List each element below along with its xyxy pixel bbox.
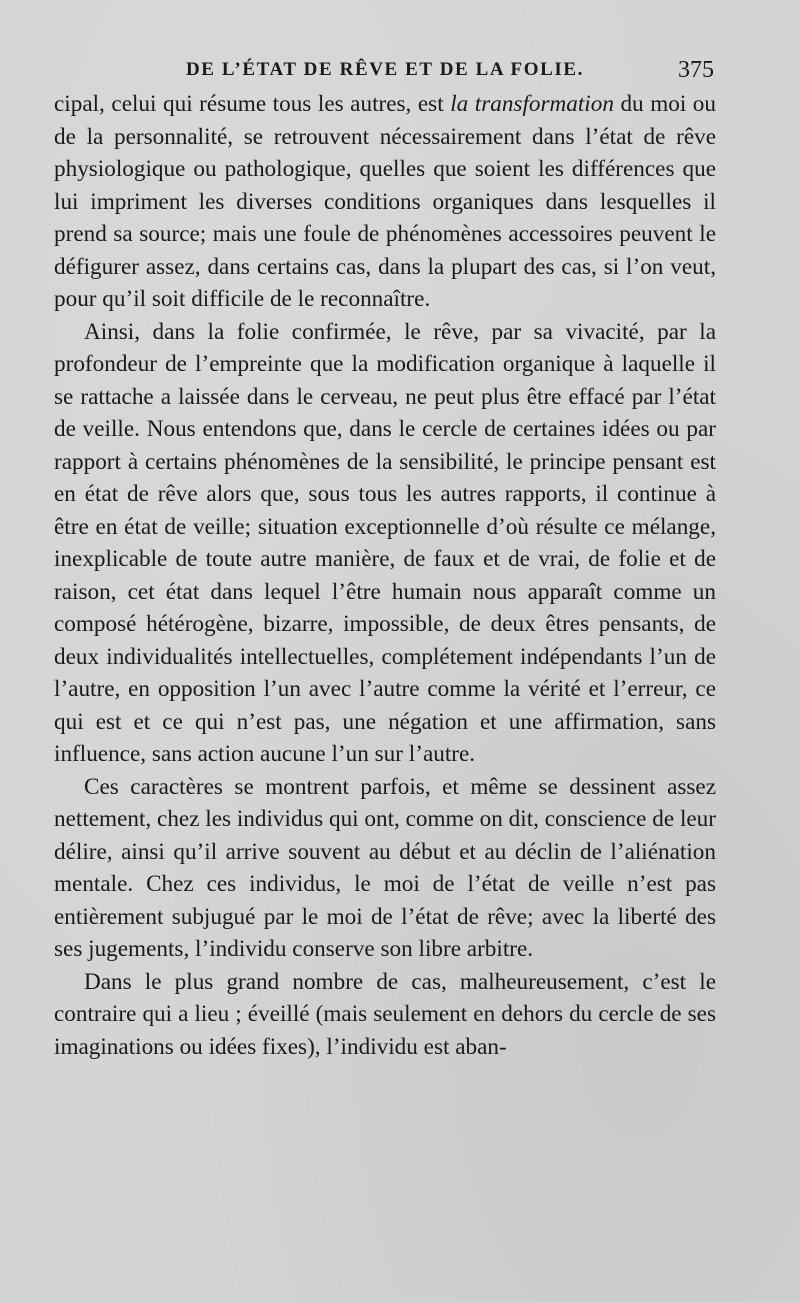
paragraph-2: Ainsi, dans la folie confirmée, le rêve, par sa vivacité, par la profondeur de l’empreinte que la modification organique à laquelle il se rattache a laissée dans le cerveau, ne peut plus être effacé par l’état de veille. Nous entendons que, dans le cercle de certaines idées ou par rapport à certains phénomènes de la sensibilité, le principe pensant est en état de rêve alors que, sous tous les autres rapports, il continue à être en état de veille; situation exceptionnelle d’où résulte ce mélange, inexplicable de toute autre manière, de faux et de vrai, de folie et de raison, cet état dans lequel l’être humain nous apparaît comme un composé hétérogène, bizarre, impossible, de deux êtres pensants, de deux individualités intellectuelles, complétement indépendants l’un de l’autre, en opposition l’un avec l’autre comme la vérité et l’erreur, ce qui est et ce qui n’est pas, une négation et une affirmation, sans influence, sans action aucune l’un sur l’autre. bbox=[54, 318, 716, 767]
paragraph-1-rest: du moi ou de la personnalité, se retrouvent nécessairement dans l’état de rêve physiologique ou pathologique, quelles que soient les différences que lui impriment les diverses conditions organiques dans lesquelles il prend sa source; mais une foule de phénomènes accessoires peuvent le défigurer assez, dans certains cas, dans la plupart des cas, si l’on veut, pour qu’il soit difficile de le reconnaître. bbox=[54, 91, 716, 312]
paragraph-3: Ces caractères se montrent parfois, et même se dessinent assez nettement, chez les individus qui ont, comme on dit, conscience de leur délire, ainsi qu’il arrive souvent au début et au déclin de l’aliénation mentale. Chez ces individus, le moi de l’état de veille n’est pas entièrement subjugué par le moi de l’état de rêve; avec la liberté des ses jugements, l’individu conserve son libre arbitre. bbox=[54, 773, 716, 962]
paragraph-1 bbox=[54, 88, 716, 316]
running-head bbox=[54, 54, 716, 86]
body-text bbox=[54, 88, 716, 1063]
paragraph-4: Dans le plus grand nombre de cas, malheureusement, c’est le contraire qui a lieu ; éveillé (mais seulement en dehors du cercle de ses imaginations ou idées fixes), l’individu est aban- bbox=[54, 968, 716, 1060]
emphasis-transformation: la transformation bbox=[450, 91, 614, 117]
page-number: 375 bbox=[678, 57, 714, 83]
paragraph-1-start: cipal, celui qui résume tous les autres, est bbox=[54, 91, 451, 117]
running-title: DE L’ÉTAT DE RÊVE ET DE LA FOLIE. bbox=[185, 59, 585, 80]
